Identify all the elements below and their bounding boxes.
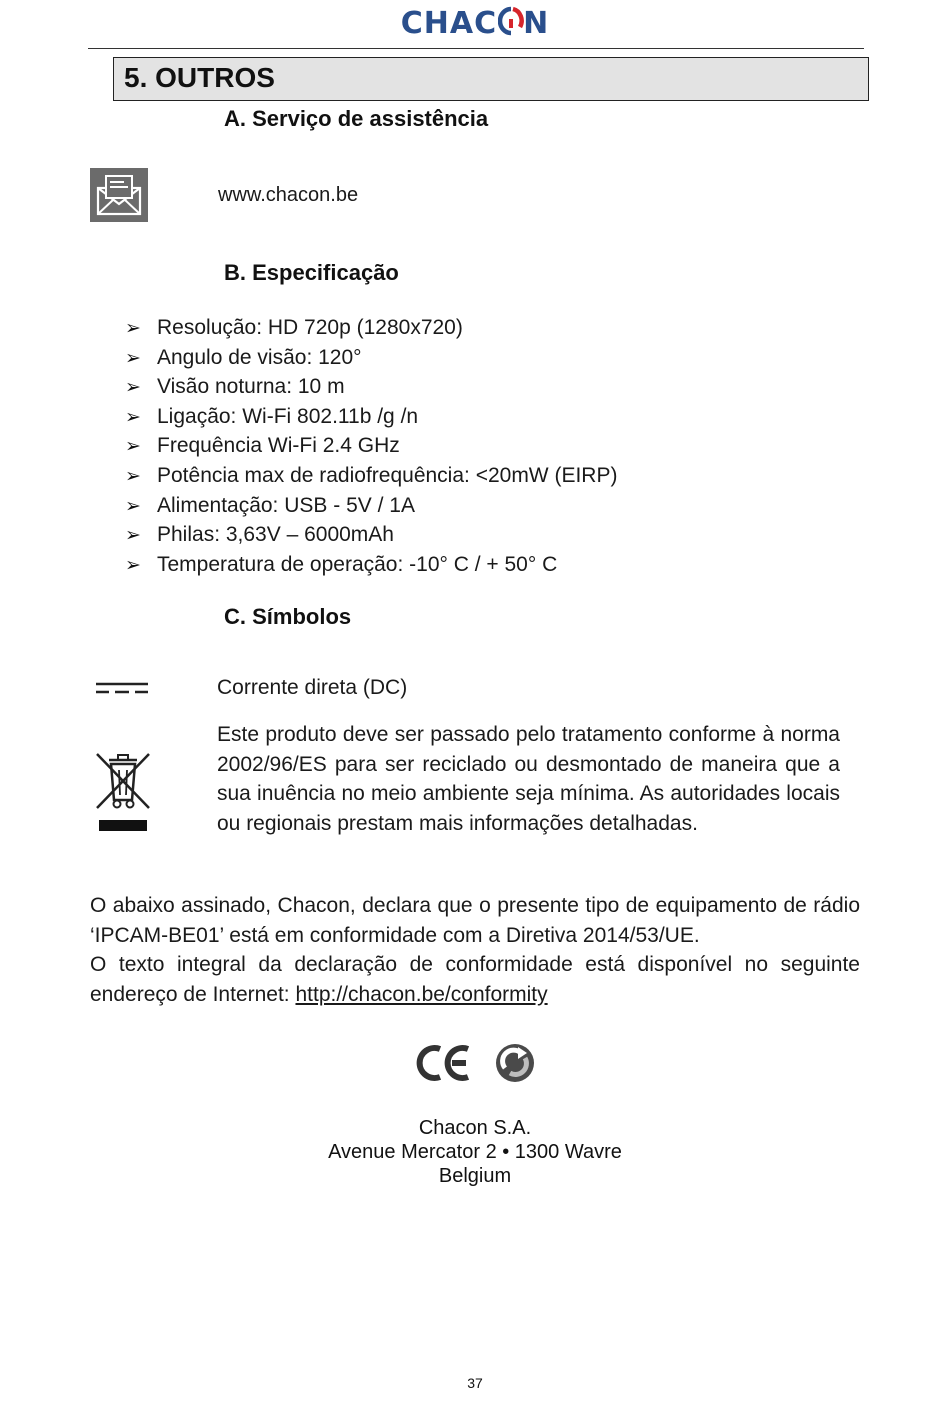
spec-list <box>125 313 617 579</box>
green-dot-icon <box>494 1042 536 1089</box>
support-website: www.chacon.be <box>218 184 359 206</box>
weee-description: Este produto deve ser passado pelo tratamento conforme à norma 2002/96/ES para ser reciclado ou desmontado de maneira que a sua inuência no meio ambiente seja mínima. As autoridades locais ou regionais prestam mais informações detalhadas. <box>217 723 840 835</box>
spec-item: ➢ Philas: 3,63V – 6000mAh <box>125 520 617 550</box>
mail-icon <box>90 168 148 222</box>
spec-item: ➢ Alimentação: USB - 5V / 1A <box>125 491 617 521</box>
direct-current-icon <box>95 680 149 701</box>
arrow-bullet-icon: ➢ <box>125 495 141 517</box>
declaration-prefix: O texto integral da declaração de conformidade está disponível no seguinte endereço de Internet: <box>90 953 860 1006</box>
spec-item: ➢ Resolução: HD 720p (1280x720) <box>125 313 617 343</box>
arrow-bullet-icon: ➢ <box>125 377 141 399</box>
logo-text-right: N <box>523 6 550 41</box>
service-heading: A. Serviço de assistência <box>224 106 489 131</box>
arrow-bullet-icon: ➢ <box>125 318 141 339</box>
logo-o-icon <box>498 6 522 32</box>
country: Belgium <box>438 1165 512 1187</box>
arrow-bullet-icon: ➢ <box>125 465 141 487</box>
crossed-bin-icon <box>93 750 153 839</box>
arrow-bullet-icon: ➢ <box>125 436 141 458</box>
ce-mark-icon <box>416 1043 472 1088</box>
company-name: Chacon S.A. <box>418 1117 532 1139</box>
spec-item: ➢ Visão noturna: 10 m <box>125 372 617 402</box>
symbols-heading: C. Símbolos <box>224 604 352 629</box>
company-address <box>0 1116 950 1188</box>
arrow-bullet-icon: ➢ <box>125 347 141 369</box>
chacon-logo <box>0 6 950 41</box>
spec-item: ➢ Ligação: Wi-Fi 802.11b /g /n <box>125 402 617 432</box>
street-address: Avenue Mercator 2 • 1300 Wavre <box>328 1141 622 1163</box>
declaration-line-1: O abaixo assinado, Chacon, declara que o presente tipo de equipamento de rádio ‘IPCAM-BE01’ está em conformidade com a Diretiva 2014/53/UE. <box>90 894 860 947</box>
declaration-line-2 <box>90 950 860 1009</box>
arrow-bullet-icon: ➢ <box>125 406 141 428</box>
declaration-text <box>90 891 860 1009</box>
spec-item: ➢ Potência max de radiofrequência: <20mW (EIRP) <box>125 461 617 491</box>
spec-item: ➢ Angulo de visão: 120° <box>125 343 617 373</box>
conformity-link[interactable]: http://chacon.be/conformity <box>295 982 548 1006</box>
logo-text-left: CHAC <box>400 6 498 41</box>
arrow-bullet-icon: ➢ <box>125 525 141 547</box>
spec-item: ➢ Temperatura de operação: -10° C / + 50° C <box>125 550 617 580</box>
dc-label: Corrente direta (DC) <box>217 676 408 699</box>
section-title: 5. OUTROS <box>124 62 275 93</box>
spec-item: ➢ Frequência Wi-Fi 2.4 GHz <box>125 431 617 461</box>
arrow-bullet-icon: ➢ <box>125 554 141 576</box>
header-divider <box>88 48 864 49</box>
specification-heading: B. Especificação <box>224 260 399 285</box>
page-number: 37 <box>467 1375 483 1391</box>
